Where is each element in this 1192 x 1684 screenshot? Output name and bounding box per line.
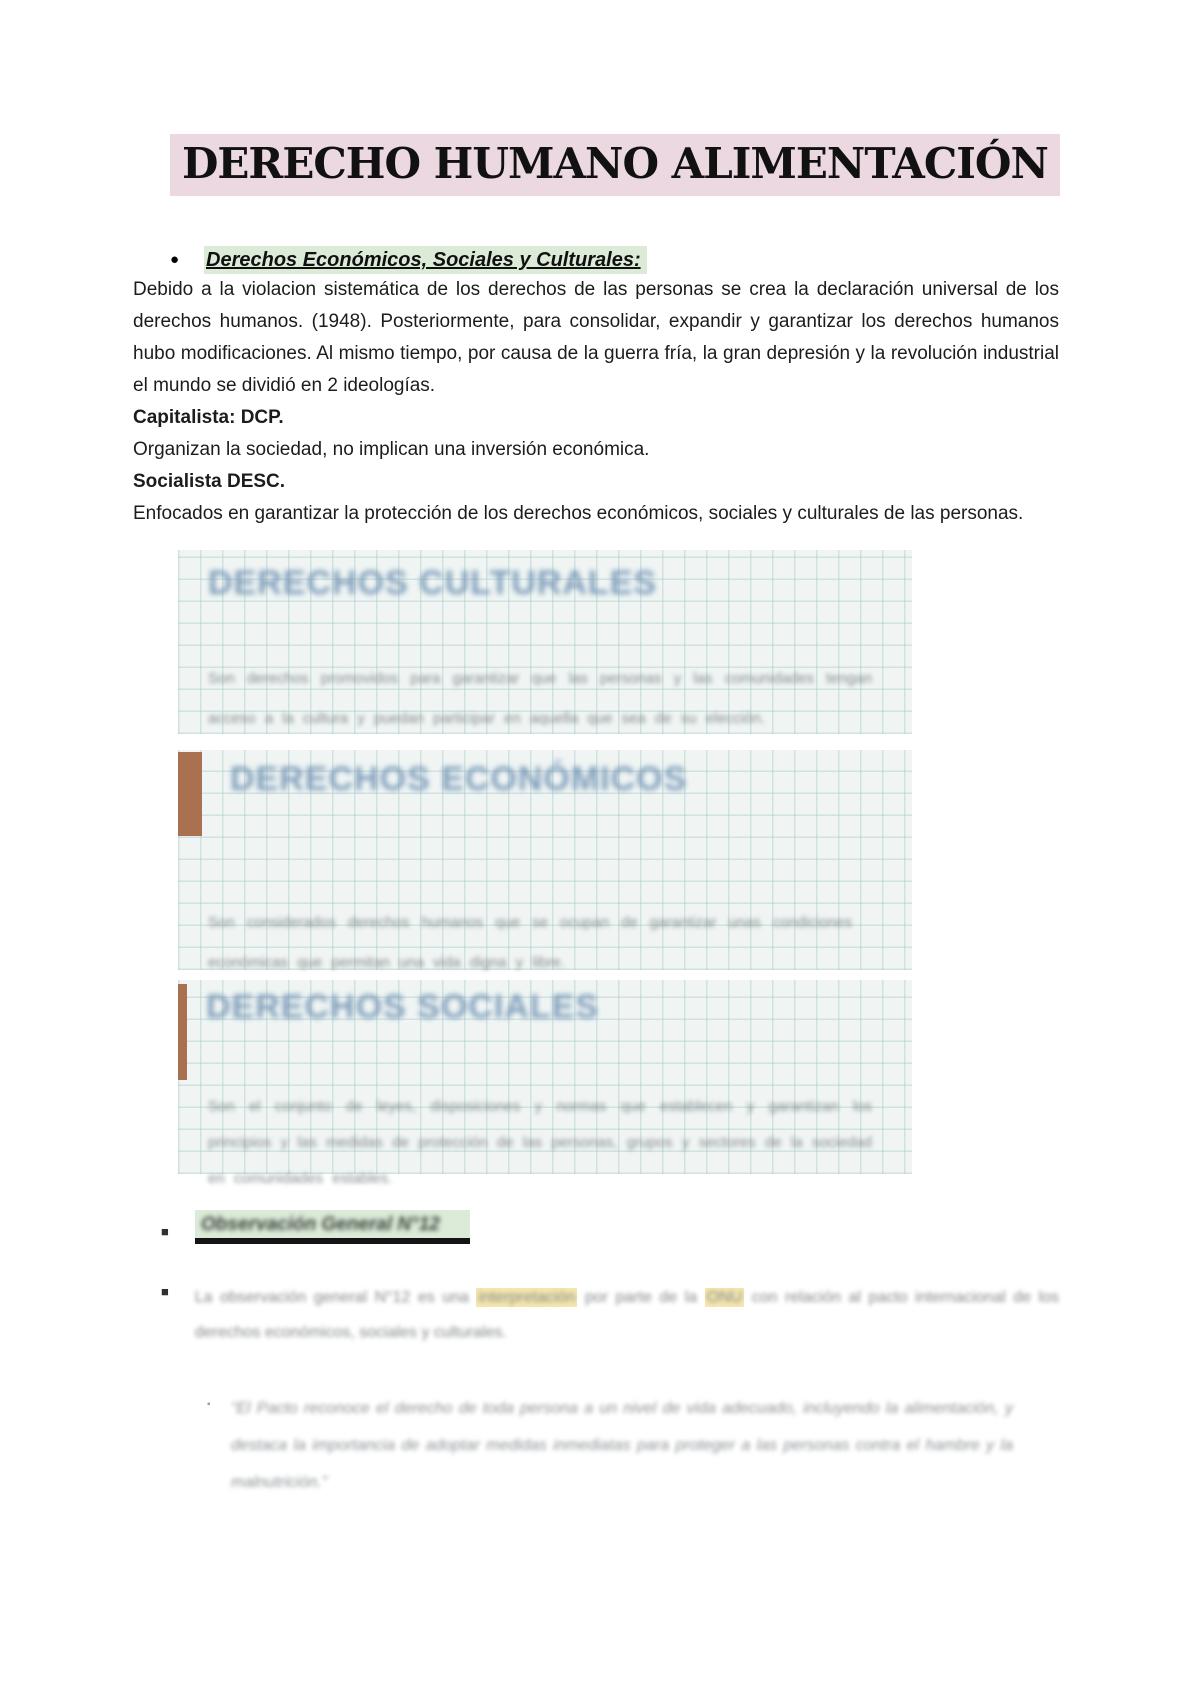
desc-heading-row <box>133 246 1059 274</box>
embedded-image-section-economicos <box>178 750 912 970</box>
embed-body-economicos: Son considerados derechos humanos que se ocupan de garantizar unas condiciones económicas que permitan una vida digna y libre. <box>208 914 852 972</box>
highlight-interpretacion <box>476 1288 577 1307</box>
socialista-body: Enfocados en garantizar la protección de los derechos económicos, sociales y culturales de las personas. <box>133 503 1024 525</box>
observacion-item-part3: con relación al pacto internacional de los derechos económicos, sociales y culturales. <box>194 1289 1059 1342</box>
embedded-image-section-sociales <box>178 980 912 1188</box>
title-block <box>170 134 1059 196</box>
socialista-heading: Socialista DESC. <box>133 471 286 493</box>
square-bullet-icon: ■ <box>161 1284 169 1300</box>
observacion-heading-highlight <box>195 1210 470 1244</box>
embed-body-culturales: Son derechos promovidos para garantizar que las personas y las comunidades tengan acceso a la cultura y puedan participar en aquella que sea de su elección. <box>208 670 872 728</box>
embed-title-economicos: DERECHOS ECONÓMICOS <box>230 760 688 799</box>
highlight-onu <box>705 1288 745 1307</box>
embed-body-sociales: Son el conjunto de leyes, disposiciones y normas que establecen y garantizan los principios y las medidas de protección de las personas, grupos y sectores de la sociedad en comunidades estables. <box>208 1098 872 1188</box>
square-bullet-icon: ■ <box>161 1224 169 1240</box>
observacion-item-highlight1: interpretación <box>478 1289 576 1307</box>
observacion-heading-row <box>133 1210 1059 1244</box>
observacion-item-part2: por parte de la <box>577 1289 705 1307</box>
round-bullet-icon: ● <box>170 251 180 269</box>
observacion-item-part1: La observación general N°12 es una <box>194 1289 477 1307</box>
quote-row <box>133 1390 1059 1501</box>
desc-heading: Derechos Económicos, Sociales y Culturales: <box>206 249 641 272</box>
capitalista-heading: Capitalista: DCP. <box>133 407 284 429</box>
embed-title-culturales: DERECHOS CULTURALES <box>208 564 658 603</box>
document-content <box>0 134 1192 1501</box>
embedded-image <box>178 550 912 1188</box>
embed-title-sociales: DERECHOS SOCIALES <box>206 988 599 1027</box>
small-square-bullet-icon: ▪ <box>207 1399 211 1411</box>
observacion-item <box>195 1280 1059 1350</box>
intro-paragraph: Debido a la violacion sistemática de los derechos de las personas se crea la declaración universal de los derechos humanos. (1948). Posteriormente, para consolidar, expandir y garantizar los derechos humanos hubo modificaciones. Al mismo tiempo, por causa de la guerra fría, la gran depresión y la revolución industrial el mundo se dividió en 2 ideologías. <box>133 279 1059 397</box>
capitalista-body: Organizan la sociedad, no implican una inversión económica. <box>133 439 650 461</box>
observacion-item-row <box>133 1280 1059 1350</box>
desc-heading-highlight <box>204 246 647 274</box>
observacion-heading: Observación General N°12 <box>201 1214 440 1236</box>
page-title: DERECHO HUMANO ALIMENTACIÓN <box>170 134 1060 196</box>
observacion-item-highlight2: ONU <box>706 1289 743 1307</box>
embedded-image-section-culturales <box>178 550 912 734</box>
pacto-quote: “El Pacto reconoce el derecho de toda persona a un nivel de vida adecuado, incluyendo la alimentación, y destaca la importancia de adoptar medidas inmediatas para proteger a las personas contra el hambre y la malnutrición.” <box>231 1400 1013 1492</box>
